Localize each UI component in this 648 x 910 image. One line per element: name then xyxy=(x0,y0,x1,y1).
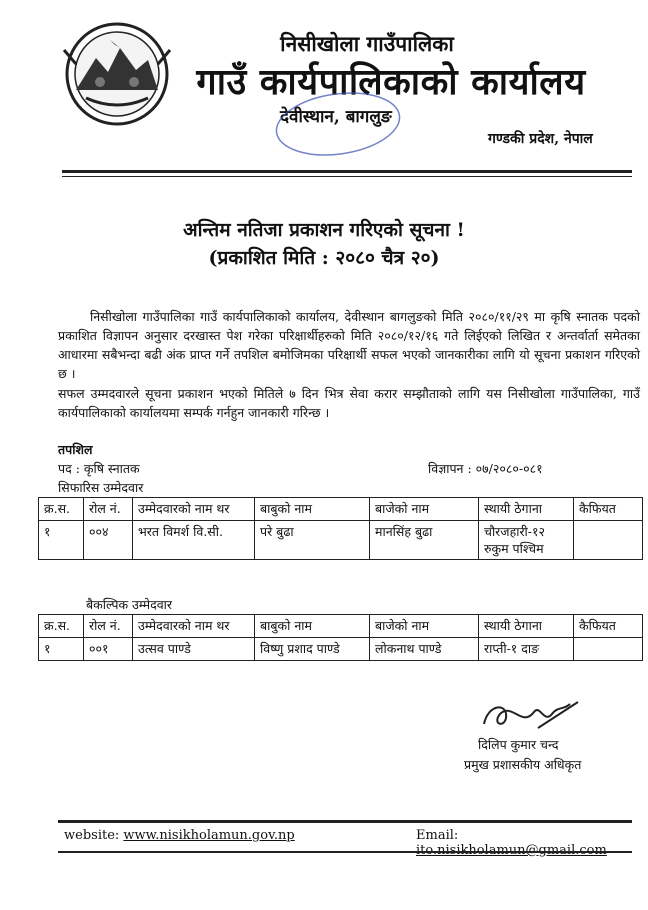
header-cell: स्थायी ठेगाना xyxy=(479,615,574,638)
header-cell: स्थायी ठेगाना xyxy=(479,498,574,521)
header-cell: क्र.स. xyxy=(39,498,84,521)
table-row xyxy=(39,521,643,560)
email-link[interactable]: ito.nisikholamun@gmail.com xyxy=(416,843,607,858)
cell-address: राप्ती-१ दाङ xyxy=(479,638,574,661)
cell-roll: ००१ xyxy=(84,638,133,661)
table-header-row xyxy=(39,615,643,638)
cell-father: परे बुढा xyxy=(255,521,370,560)
footer-website xyxy=(64,828,295,843)
header-municipality: निसीखोला गाउँपालिका xyxy=(280,31,454,56)
header-office: गाउँ कार्यपालिकाको कार्यालय xyxy=(196,61,586,103)
header-location: देवीस्थान, बागलुङ xyxy=(280,107,392,127)
notice-paragraph-2: सफल उम्मदवारले सूचना प्रकाशन भएको मितिले ७ दिन भित्र सेवा करार सम्झौताको लागि यस निसीखोला गाउँपालिका, गाउँ कार्यपालिकाको कार्यालयमा सम्पर्क गर्नहुन जानकारी गरिन्छ । xyxy=(58,386,640,420)
header-cell: क्र.स. xyxy=(39,615,84,638)
details-heading: तपशिल xyxy=(58,442,93,457)
cell-address: चौरजहारी-१२ रुकुम पश्चिम xyxy=(479,521,574,560)
header-cell: कैफियत xyxy=(574,615,643,638)
header-cell: कैफियत xyxy=(574,498,643,521)
cell-remarks xyxy=(574,638,643,661)
alternate-label: बैकल्पिक उम्मेदवार xyxy=(86,597,173,612)
header-cell: रोल नं. xyxy=(84,498,133,521)
recommended-label: सिफारिस उम्मेदवार xyxy=(58,480,144,495)
header-cell: बाजेको नाम xyxy=(370,498,479,521)
website-link[interactable]: www.nisikholamun.gov.np xyxy=(123,828,295,843)
header-cell: उम्मेदवारको नाम थर xyxy=(133,498,255,521)
signatory-name: दिलिप कुमार चन्द xyxy=(478,737,559,752)
header-cell: बाजेको नाम xyxy=(370,615,479,638)
cell-name: भरत विमर्श वि.सी. xyxy=(133,521,255,560)
table-row xyxy=(39,638,643,661)
header-cell: बाबुको नाम xyxy=(255,615,370,638)
email-label: Email: xyxy=(416,828,459,843)
footer-email xyxy=(416,828,648,858)
header-cell: उम्मेदवारको नाम थर xyxy=(133,615,255,638)
signatory-designation: प्रमुख प्रशासकीय अधिकृत xyxy=(464,757,582,772)
cell-grandfather: लोकनाथ पाण्डे xyxy=(370,638,479,661)
website-label: website: xyxy=(64,828,124,843)
table-header-row xyxy=(39,498,643,521)
handwritten-signature xyxy=(478,694,588,736)
footer-rule-top xyxy=(58,820,632,823)
cell-father: विष्णु प्रशाद पाण्डे xyxy=(255,638,370,661)
header-province: गण्डकी प्रदेश, नेपाल xyxy=(488,131,593,147)
header-cell: बाबुको नाम xyxy=(255,498,370,521)
cell-serial: १ xyxy=(39,638,84,661)
recommended-table xyxy=(38,497,643,560)
publish-date: (प्रकाशित मिति : २०८० चैत्र २०) xyxy=(208,247,440,269)
nepal-emblem-logo xyxy=(56,20,178,128)
post-label: पद : कृषि स्नातक xyxy=(58,461,140,476)
cell-serial: १ xyxy=(39,521,84,560)
notice-paragraph-1: निसीखोला गाउँपालिका गाउँ कार्यपालिकाको कार्यालय, देवीस्थान बागलुङको मिति २०८०/११/२९ मा कृषि स्नातक पदको प्रकाशित विज्ञापन अनुसार दरखास्त पेश गरेका परिक्षार्थीहरुको मिति २०८०/१२/१६ गते लिईएको लिखित र अन्तर्वार्ता समेतका आधारमा सबैभन्दा बढी अंक प्राप्त गर्ने तपशिल बमोजिमका परिक्षार्थी सफल भएको जानकारीका लागि यो सूचना प्रकाशन गरिएको छ । xyxy=(58,309,640,381)
header-rule-thin xyxy=(62,176,632,177)
advert-number: विज्ञापन : ०७/२०८०-०८१ xyxy=(428,461,543,476)
footer-rule-bottom xyxy=(58,851,632,853)
notice-title: अन्तिम नतिजा प्रकाशन गरिएको सूचना ! xyxy=(183,219,465,241)
header-rule-thick xyxy=(62,170,632,173)
office-stamp xyxy=(268,84,408,164)
header-cell: रोल नं. xyxy=(84,615,133,638)
cell-remarks xyxy=(574,521,643,560)
cell-name: उत्सव पाण्डे xyxy=(133,638,255,661)
cell-roll: ००४ xyxy=(84,521,133,560)
cell-grandfather: मानसिंह बुढा xyxy=(370,521,479,560)
alternate-table xyxy=(38,614,643,661)
